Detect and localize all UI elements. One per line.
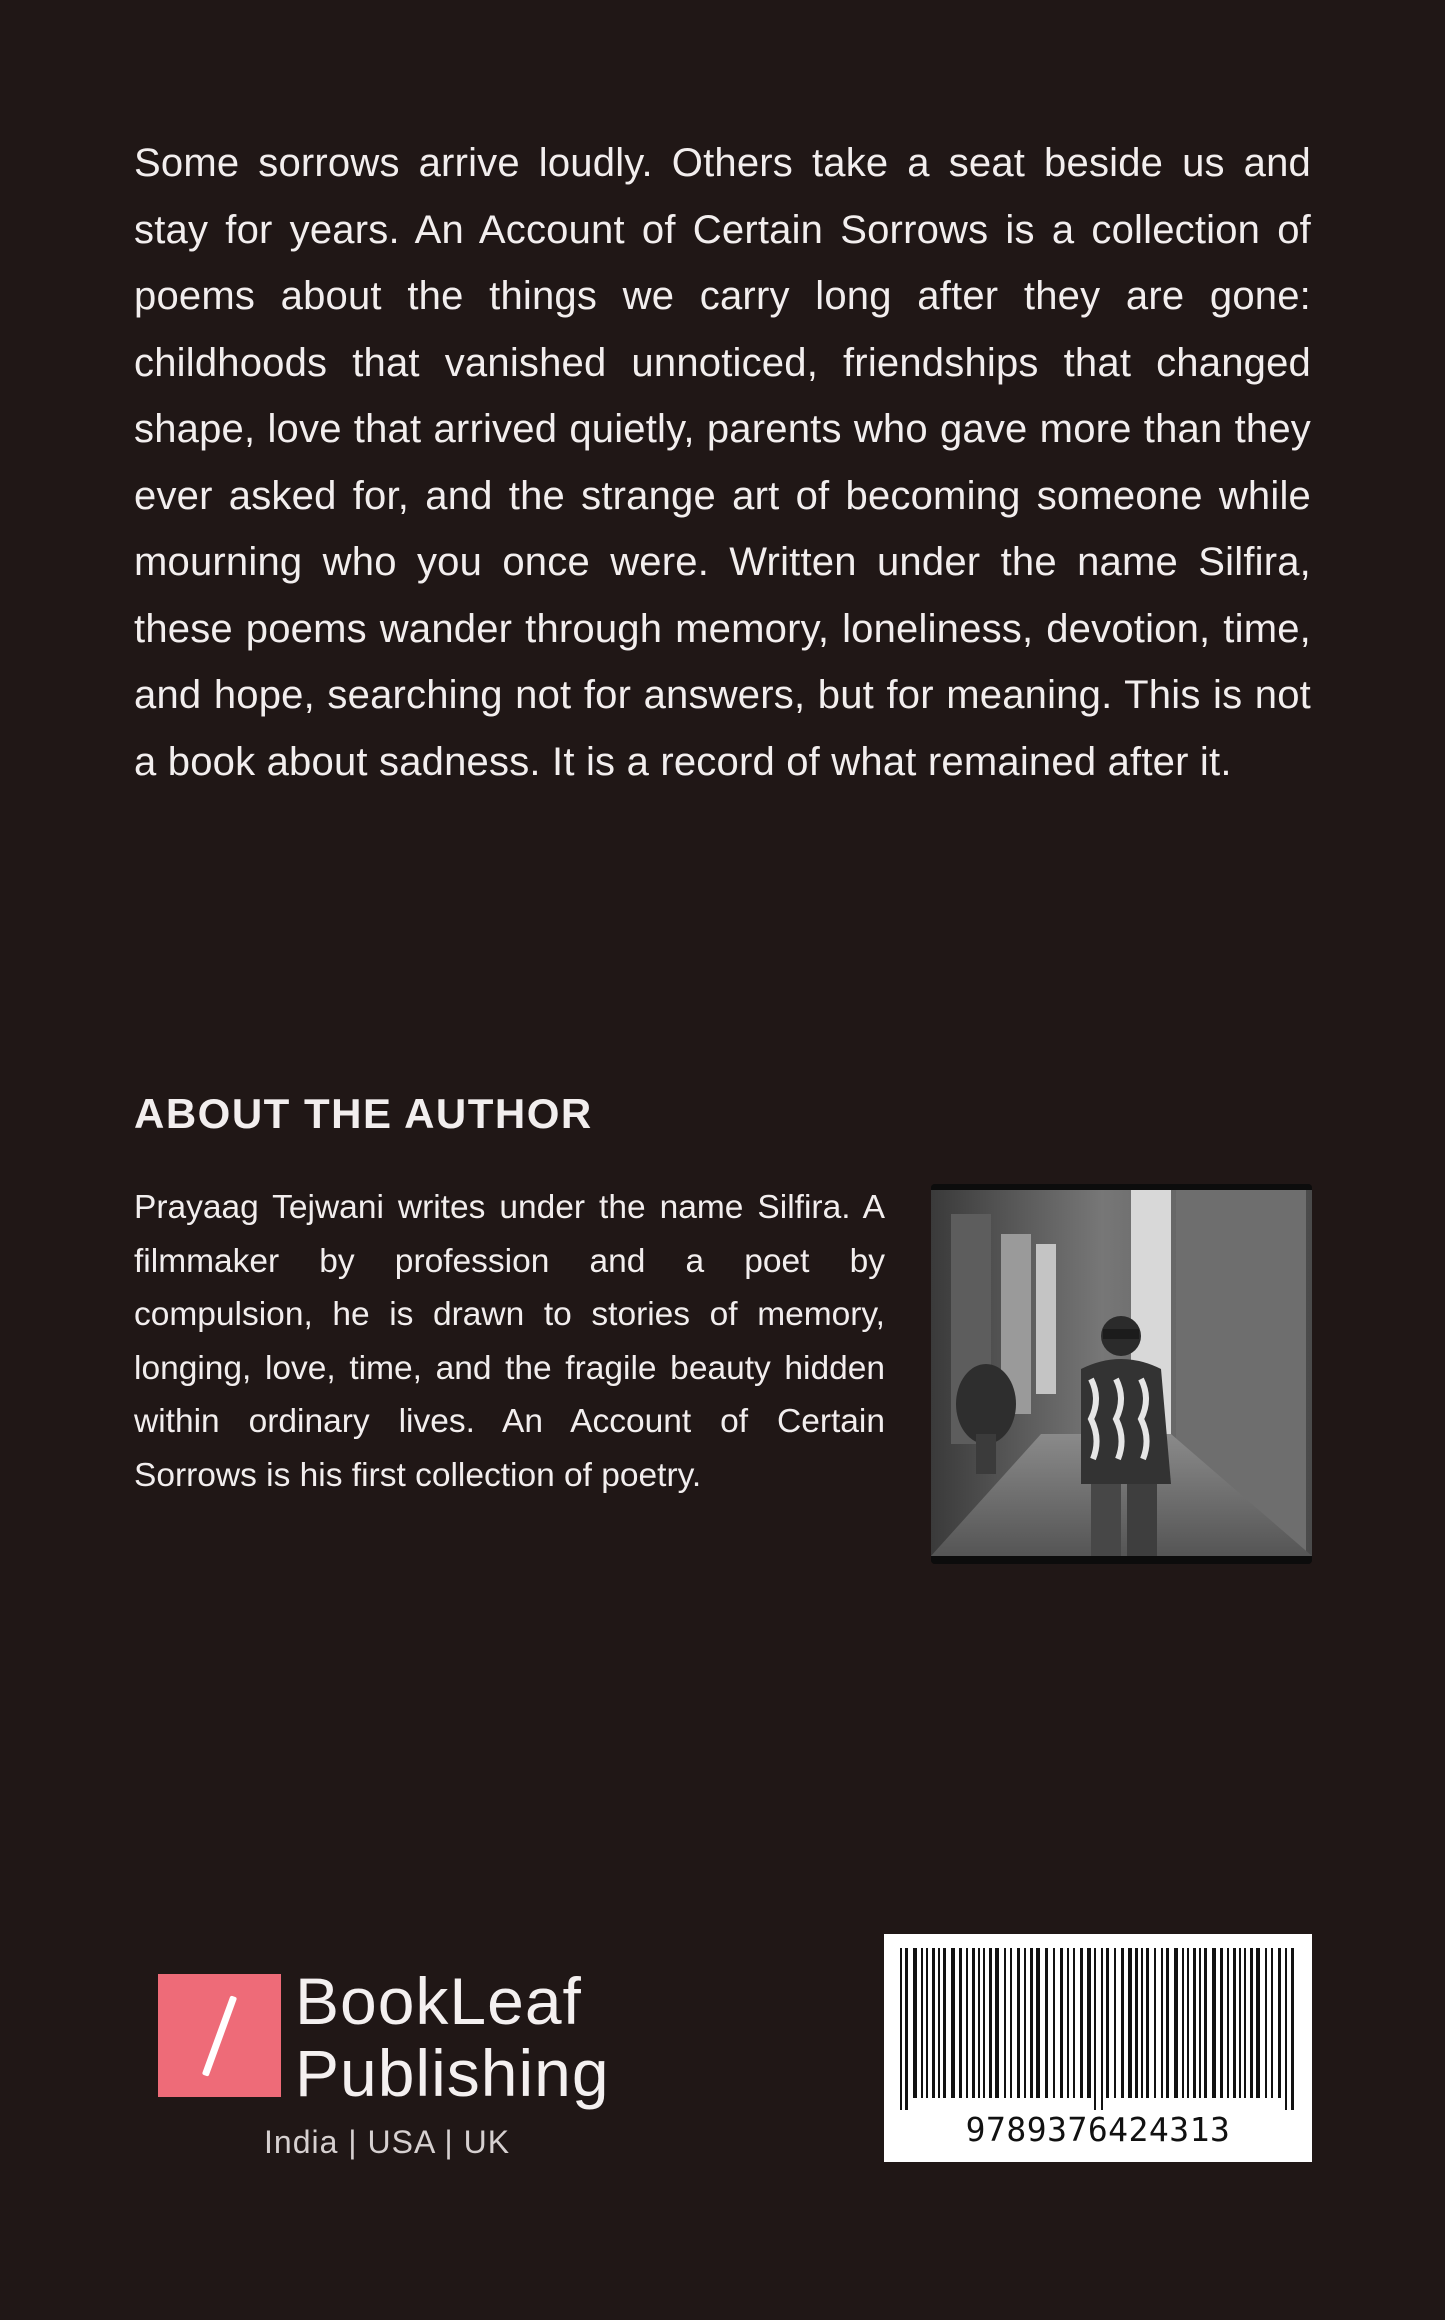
barcode-bar [1174,1948,1178,2098]
barcode-bar [1135,1948,1138,2098]
barcode-bar [1010,1948,1012,2098]
barcode-bar [1024,1948,1026,2098]
isbn-number: 9789376424313 [965,2110,1231,2149]
barcode-bar [978,1948,980,2098]
barcode-bar [1030,1948,1033,2098]
barcode-bar [1004,1948,1006,2098]
barcode-bar [1053,1948,1055,2098]
barcode-bar [1094,1948,1096,2110]
publisher-regions: India | USA | UK [264,2124,511,2160]
barcode-bar [905,1948,908,2110]
barcode-bar [951,1948,955,2098]
barcode-bar [1045,1948,1048,2098]
barcode-bar [1291,1948,1294,2110]
barcode-bar [1182,1948,1184,2098]
barcode-bar [966,1948,968,2098]
barcode-bar [983,1948,985,2098]
barcode-bar [989,1948,992,2098]
barcode-bar [1060,1948,1063,2098]
back-cover-blurb: Some sorrows arrive loudly. Others take a seat beside us and stay for years. An Account of Certain Sorrows is a collection of poems about the things we carry long after they are gone: childhoods that vanished unnoticed, friendships that changed shape, love that arrived quietly, parents who gave more than they ever asked for, and the strange art of becoming someone while mourning who you once were. Written under the name Silfira, these poems wander through memory, loneliness, devotion, time, and hope, searching not for answers, but for meaning. This is not a book about sadness. It is a record of what remained after it. [134,141,1311,784]
barcode-bar [1128,1948,1132,2098]
barcode-bar [1121,1948,1124,2098]
barcode-bar [1265,1948,1267,2098]
barcode-bar [1146,1948,1149,2098]
barcode-bar [1193,1948,1196,2098]
barcode-bar [921,1948,923,2098]
author-photo [931,1184,1312,1564]
barcode-bar [1244,1948,1246,2098]
author-bio: Prayaag Tejwani writes under the name Silfira. A filmmaker by profession and a poet by compulsion, he is drawn to stories of memory, longing, love, time, and the fragile beauty hidden within ordinary lives. An Account of Certain Sorrows is his first collection of poetry. [134,1189,885,1494]
barcode-bar [1199,1948,1201,2098]
barcode-bar [1166,1948,1169,2098]
barcode-bar [926,1948,928,2098]
barcode-bar [932,1948,935,2098]
barcode-bar [1233,1948,1236,2098]
barcode-bar [1187,1948,1189,2098]
barcode-bar [1087,1948,1091,2098]
publisher-logo-mark [158,1974,281,2097]
barcode-bar [913,1948,917,2098]
barcode-bar [1204,1948,1207,2098]
barcode-bar [1250,1948,1253,2098]
barcode-bar [1141,1948,1143,2098]
publisher-logo [158,1964,610,2174]
barcode-bar [1212,1948,1216,2098]
barcode-bar [1285,1948,1287,2110]
barcode-bar [1073,1948,1075,2098]
barcode-bar [972,1948,975,2098]
barcode-bar [1161,1948,1163,2098]
barcode-bar [1067,1948,1069,2098]
publisher-name-line1: BookLeaf [295,1964,582,2038]
barcode-bar [1114,1948,1116,2098]
slash-icon [202,1995,237,2076]
publisher-name-line2: Publishing [295,2036,610,2110]
barcode-bar [1227,1948,1229,2098]
barcode-bar [1017,1948,1020,2098]
isbn-barcode [884,1934,1312,2162]
barcode-bar [1271,1948,1273,2098]
barcode-bar [938,1948,940,2098]
barcode-bar [959,1948,962,2098]
barcode-bar [900,1948,902,2110]
barcode-bar [1278,1948,1281,2098]
barcode-bar [1036,1948,1040,2098]
barcode-bar [995,1948,999,2098]
barcode-bar [1154,1948,1156,2098]
barcode-bar [1256,1948,1260,2098]
barcode-bar [1101,1948,1103,2110]
barcode-bar [1220,1948,1223,2098]
barcode-bar [1239,1948,1241,2098]
barcode-bar [1080,1948,1083,2098]
barcode-bars [884,1934,1312,2110]
barcode-bar [1106,1948,1109,2098]
about-author-heading: ABOUT THE AUTHOR [134,1090,593,1137]
barcode-bar [943,1948,946,2098]
